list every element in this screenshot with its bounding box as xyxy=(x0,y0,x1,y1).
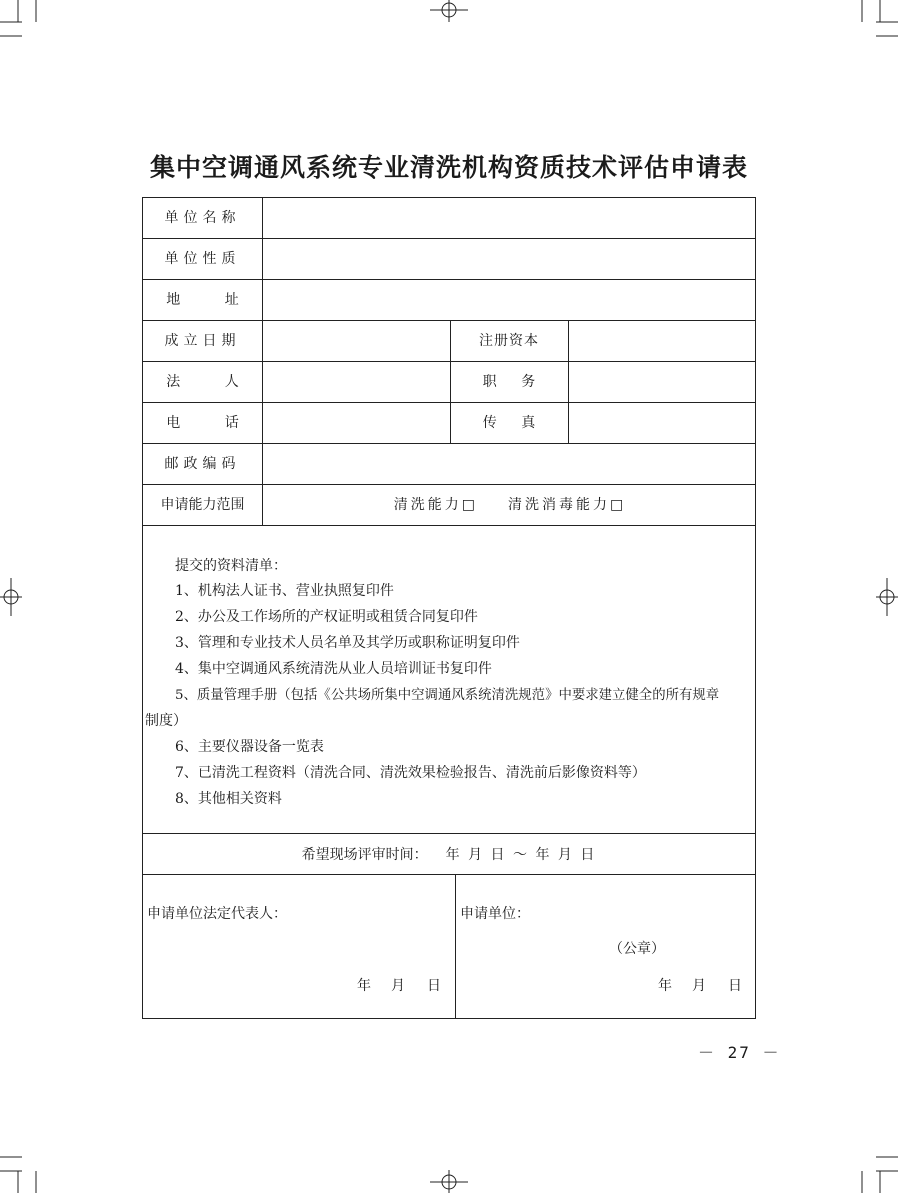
left-date-day: 日 xyxy=(427,978,441,994)
unit-name-field[interactable] xyxy=(263,198,755,238)
list-item: 5、质量管理手册（包括《公共场所集中空调通风系统清洗规范》中要求建立健全的所有规章 xyxy=(175,688,720,703)
label-unit-nature: 单位性质 xyxy=(164,251,241,267)
unit-nature-field[interactable] xyxy=(263,239,755,279)
page-number: － 27 － xyxy=(698,1043,781,1062)
label-legal-person: 法 人 xyxy=(166,374,239,390)
label-registered-capital: 注册资本 xyxy=(479,333,539,349)
row-divider xyxy=(143,874,755,875)
list-item: 2、办公及工作场所的产权证明或租赁合同复印件 xyxy=(175,609,478,625)
legal-representative-label: 申请单位法定代表人： xyxy=(147,906,287,922)
visit-time-row[interactable] xyxy=(143,834,755,874)
scope-disinfection-checkbox[interactable]: □ xyxy=(610,497,627,513)
page-title: 集中空调通风系统专业清洗机构资质技术评估申请表 xyxy=(149,153,748,182)
registered-capital-field[interactable] xyxy=(569,321,755,361)
label-address: 地 址 xyxy=(166,292,239,308)
scope-disinfection-label: 清洗消毒能力 xyxy=(508,497,610,513)
visit-time-label: 希望现场评审时间： xyxy=(301,847,428,863)
right-date-year: 年 xyxy=(658,978,672,994)
list-item: 7、已清洗工程资料（清洗合同、清洗效果检验报告、清洗前后影像资料等） xyxy=(175,765,646,781)
label-unit-name: 单位名称 xyxy=(164,210,241,226)
right-date-day: 日 xyxy=(728,978,742,994)
label-scope: 申请能力范围 xyxy=(160,497,245,513)
row-divider xyxy=(143,525,755,526)
scope-options xyxy=(263,485,757,525)
documents-heading: 提交的资料清单： xyxy=(175,558,287,574)
label-phone: 电 话 xyxy=(166,415,239,431)
list-item-continuation: 制度） xyxy=(145,713,187,729)
column-divider xyxy=(455,874,456,1019)
list-item: 1、机构法人证书、营业执照复印件 xyxy=(175,583,394,599)
right-date-month: 月 xyxy=(692,978,706,994)
scope-cleaning-checkbox[interactable]: □ xyxy=(461,497,478,513)
official-seal-label: （公章） xyxy=(609,941,665,957)
label-position: 职 务 xyxy=(482,374,536,390)
label-established-date: 成立日期 xyxy=(164,333,241,349)
position-field[interactable] xyxy=(569,362,755,402)
scope-cleaning-label: 清洗能力 xyxy=(393,497,462,513)
established-date-field[interactable] xyxy=(263,321,449,361)
address-field[interactable] xyxy=(263,280,755,320)
list-item: 3、管理和专业技术人员名单及其学历或职称证明复印件 xyxy=(175,635,520,651)
left-date-month: 月 xyxy=(391,978,405,994)
label-fax: 传 真 xyxy=(482,415,536,431)
list-item: 8、其他相关资料 xyxy=(175,791,282,807)
fax-field[interactable] xyxy=(569,403,755,443)
applicant-unit-label: 申请单位： xyxy=(460,906,530,922)
application-form-table xyxy=(142,197,756,1019)
list-item: 6、主要仪器设备一览表 xyxy=(175,739,324,755)
left-date-year: 年 xyxy=(357,978,371,994)
visit-time-dates: 年 月 日 ～ 年 月 日 xyxy=(445,847,597,863)
list-item: 4、集中空调通风系统清洗从业人员培训证书复印件 xyxy=(175,661,492,677)
postal-code-field[interactable] xyxy=(263,444,755,484)
label-postal-code: 邮政编码 xyxy=(164,456,241,472)
legal-person-field[interactable] xyxy=(263,362,449,402)
phone-field[interactable] xyxy=(263,403,449,443)
